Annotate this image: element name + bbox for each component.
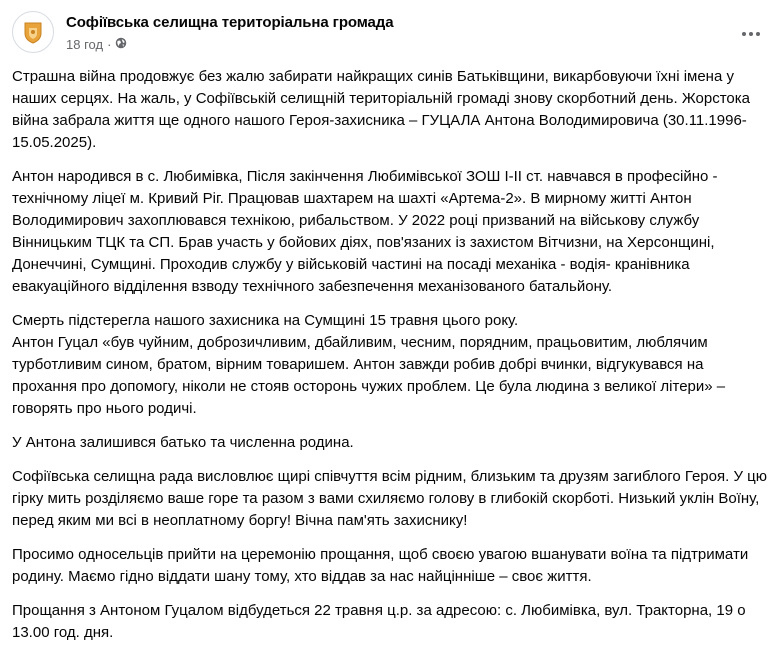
post-paragraph: Смерть підстерегла нашого захисника на Сумщині 15 травня цього року. Антон Гуцал «був чуйним, доброзичливим, дбайливим, чесним, порядним, працьовитим, люблячим турботливим сином, братом, вірним товаришем. Антон завжди робив добрі вчинки, відгукувався на прохання про допомогу, ніколи не стояв осторонь чужих проблем. Це була людина з великої літери» – говорять про нього родичі. [12, 312, 726, 417]
post-header [12, 11, 767, 57]
coat-of-arms-icon [16, 15, 50, 49]
globe-icon [115, 37, 127, 52]
page-name-link[interactable]: Софіївська селищна територіальна громада [66, 14, 394, 31]
more-options-button[interactable] [735, 17, 767, 49]
post-paragraph: У Антона залишився батько та численна родина. [12, 434, 354, 451]
post-paragraph: Антон народився в с. Любимівка, Після закінчення Любимівської ЗОШ І-ІІ ст. навчався в професійно - технічному ліцеї м. Кривий Ріг. Працював шахтарем на шахті «Артема-2». В мирному житті Антон Володимирович захоплювався технікою, рибальством. У 2022 році призваний на військову службу Вінницьким ТЦК та СП. Брав участь у бойових діях, пов'язаних із захистом Вітчизни, на Херсонщині, Донеччині, Сумщині. Проходив службу у військовій частині на посаді механіка - водія- кранівника евакуаційного відділення взводу технічного забезпечення механізованого батальйону. [12, 168, 718, 295]
post-meta [66, 36, 127, 52]
post-paragraph: Софіївська селищна рада висловлює щирі співчуття всім рідним, близьким та друзям загиблого Героя. У цю гірку мить розділяємо ваше горе та разом з вами схиляємо голову в глибокій скорботі. Низький уклін Воїну, перед яким ми всі в неоплатному боргу! Вічна пам'ять захиснику! [12, 468, 767, 529]
post-timestamp[interactable]: 18 год [66, 36, 104, 52]
post-body [12, 66, 772, 656]
post-paragraph: Просимо односельців прийти на церемонію прощання, щоб своєю увагою вшанувати воїна та підтримати родину. Маємо гідно віддати шану тому, хто віддав за нас найцінніше – своє життя. [12, 546, 749, 585]
post-paragraph: Страшна війна продовжує без жалю забирати найкращих синів Батьківщини, викарбовуючи їхні імена у наших серцях. На жаль, у Софіївській селищній територіальній громаді знову скорботний день. Жорстока війна забрала життя ще одного нашого Героя-захисника – ГУЦАЛА Антона Володимировича (30.11.1996-15.05.2025). [12, 68, 750, 151]
page-avatar[interactable] [12, 11, 54, 53]
meta-separator: · [107, 36, 112, 52]
post-paragraph: Прощання з Антоном Гуцалом відбудеться 22 травня ц.р. за адресою: с. Любимівка, вул. Тракторна, 19 о 13.00 год. дня. [12, 602, 746, 641]
more-options-icon [741, 24, 761, 42]
